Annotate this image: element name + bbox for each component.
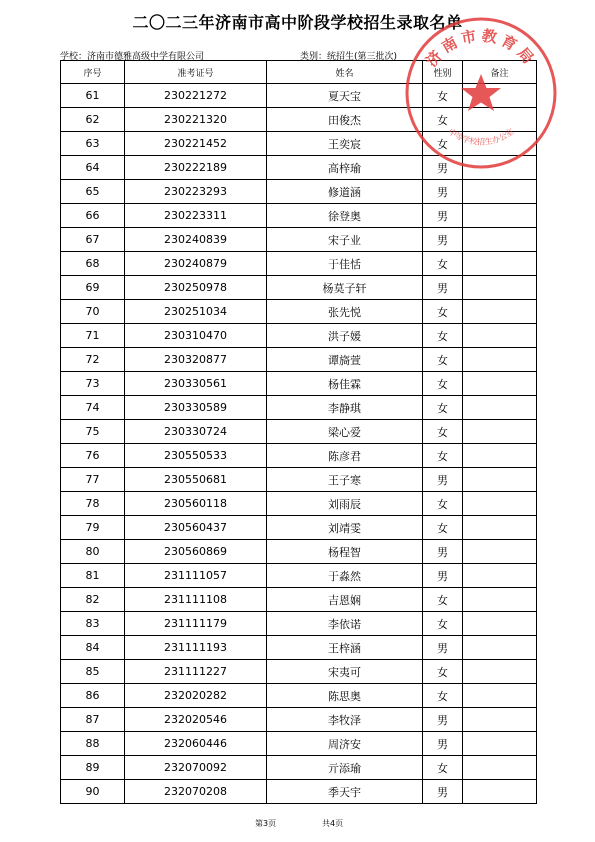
row-gender: 女 (423, 516, 463, 540)
row-name: 陈彦君 (267, 444, 423, 468)
row-name: 宋夷可 (267, 660, 423, 684)
row-index: 65 (61, 180, 125, 204)
official-seal (402, 14, 560, 172)
row-exam-id: 232060446 (125, 732, 267, 756)
row-exam-id: 230310470 (125, 324, 267, 348)
row-remark (463, 300, 537, 324)
row-exam-id: 231111227 (125, 660, 267, 684)
row-exam-id: 231111179 (125, 612, 267, 636)
category-label: 类别：统招生(第三批次) (300, 52, 398, 62)
row-gender: 女 (423, 84, 463, 108)
row-gender: 女 (423, 588, 463, 612)
table-row (61, 300, 537, 324)
row-index: 83 (61, 612, 125, 636)
row-index: 61 (61, 84, 125, 108)
row-gender: 男 (423, 564, 463, 588)
row-gender: 男 (423, 468, 463, 492)
row-name: 李依诺 (267, 612, 423, 636)
row-name: 洪子媛 (267, 324, 423, 348)
row-name: 于淼然 (267, 564, 423, 588)
row-index: 69 (61, 276, 125, 300)
row-exam-id: 230223293 (125, 180, 267, 204)
row-gender: 男 (423, 204, 463, 228)
row-gender: 女 (423, 372, 463, 396)
row-name: 亓添瑜 (267, 756, 423, 780)
row-remark (463, 372, 537, 396)
row-name: 陈思奥 (267, 684, 423, 708)
row-gender: 女 (423, 612, 463, 636)
row-name: 张先悦 (267, 300, 423, 324)
row-index: 82 (61, 588, 125, 612)
row-index: 76 (61, 444, 125, 468)
row-index: 70 (61, 300, 125, 324)
row-index: 90 (61, 780, 125, 804)
row-index: 71 (61, 324, 125, 348)
row-exam-id: 230240839 (125, 228, 267, 252)
table-row (61, 348, 537, 372)
row-name: 于佳恬 (267, 252, 423, 276)
table-row (61, 756, 537, 780)
row-exam-id: 230550681 (125, 468, 267, 492)
table-row (61, 684, 537, 708)
row-index: 62 (61, 108, 125, 132)
row-gender: 女 (423, 252, 463, 276)
row-index: 87 (61, 708, 125, 732)
row-exam-id: 230560118 (125, 492, 267, 516)
table-row (61, 180, 537, 204)
table-row (61, 492, 537, 516)
row-index: 64 (61, 156, 125, 180)
row-exam-id: 231111108 (125, 588, 267, 612)
table-row (61, 468, 537, 492)
school-label: 学校：济南市德雅高级中学有限公司 (60, 52, 205, 62)
row-exam-id: 230251034 (125, 300, 267, 324)
row-gender: 女 (423, 660, 463, 684)
row-gender: 女 (423, 420, 463, 444)
row-name: 周济安 (267, 732, 423, 756)
row-gender: 女 (423, 684, 463, 708)
row-index: 79 (61, 516, 125, 540)
row-exam-id: 230221272 (125, 84, 267, 108)
row-index: 75 (61, 420, 125, 444)
table-row (61, 732, 537, 756)
row-name: 夏天宝 (267, 84, 423, 108)
seal-text-top: 济南市教育局 (422, 26, 540, 71)
header-exam-id: 准考证号 (125, 61, 267, 84)
row-name: 徐登奥 (267, 204, 423, 228)
row-name: 李牧泽 (267, 708, 423, 732)
header-index: 序号 (61, 61, 125, 84)
row-index: 66 (61, 204, 125, 228)
row-name: 田俊杰 (267, 108, 423, 132)
row-index: 84 (61, 636, 125, 660)
table-row (61, 276, 537, 300)
table-row (61, 444, 537, 468)
table-row (61, 540, 537, 564)
row-remark (463, 684, 537, 708)
row-gender: 男 (423, 636, 463, 660)
row-name: 刘雨辰 (267, 492, 423, 516)
header-remark: 备注 (463, 61, 537, 84)
table-row (61, 252, 537, 276)
row-remark (463, 780, 537, 804)
row-name: 修道涵 (267, 180, 423, 204)
row-gender: 女 (423, 444, 463, 468)
row-remark (463, 492, 537, 516)
row-name: 杨佳霖 (267, 372, 423, 396)
row-index: 88 (61, 732, 125, 756)
row-gender: 女 (423, 108, 463, 132)
row-remark (463, 228, 537, 252)
table-row (61, 420, 537, 444)
row-index: 81 (61, 564, 125, 588)
row-exam-id: 230560869 (125, 540, 267, 564)
row-exam-id: 230320877 (125, 348, 267, 372)
row-remark (463, 252, 537, 276)
row-remark (463, 612, 537, 636)
row-index: 63 (61, 132, 125, 156)
row-exam-id: 231111057 (125, 564, 267, 588)
row-gender: 男 (423, 276, 463, 300)
table-row (61, 396, 537, 420)
row-index: 68 (61, 252, 125, 276)
row-remark (463, 732, 537, 756)
page-total: 共4页 (322, 819, 344, 828)
row-exam-id: 230330724 (125, 420, 267, 444)
seal-text-bottom: 中等学校招生办公室 (446, 127, 516, 147)
row-gender: 女 (423, 396, 463, 420)
row-name: 杨程智 (267, 540, 423, 564)
row-gender: 男 (423, 180, 463, 204)
row-gender: 男 (423, 156, 463, 180)
row-remark (463, 588, 537, 612)
row-name: 谭旖萱 (267, 348, 423, 372)
table-row (61, 516, 537, 540)
row-name: 王梓涵 (267, 636, 423, 660)
row-remark (463, 468, 537, 492)
row-name: 梁心爱 (267, 420, 423, 444)
table-row (61, 228, 537, 252)
row-exam-id: 230330561 (125, 372, 267, 396)
row-name: 宋子业 (267, 228, 423, 252)
row-remark (463, 636, 537, 660)
row-exam-id: 231111193 (125, 636, 267, 660)
row-gender: 女 (423, 132, 463, 156)
row-exam-id: 230221452 (125, 132, 267, 156)
row-remark (463, 564, 537, 588)
table-row (61, 324, 537, 348)
row-remark (463, 396, 537, 420)
row-exam-id: 230240879 (125, 252, 267, 276)
row-remark (463, 324, 537, 348)
row-index: 85 (61, 660, 125, 684)
row-gender: 女 (423, 756, 463, 780)
row-remark (463, 540, 537, 564)
row-index: 72 (61, 348, 125, 372)
row-remark (463, 660, 537, 684)
row-exam-id: 230330589 (125, 396, 267, 420)
row-name: 季天宇 (267, 780, 423, 804)
row-remark (463, 444, 537, 468)
row-name: 高梓瑜 (267, 156, 423, 180)
row-gender: 男 (423, 708, 463, 732)
row-gender: 女 (423, 324, 463, 348)
row-index: 86 (61, 684, 125, 708)
table-row (61, 564, 537, 588)
row-exam-id: 230221320 (125, 108, 267, 132)
row-index: 73 (61, 372, 125, 396)
page-title: 二〇二三年济南市高中阶段学校招生录取名单 (132, 13, 463, 32)
row-exam-id: 232020546 (125, 708, 267, 732)
row-name: 李静琪 (267, 396, 423, 420)
table-row (61, 708, 537, 732)
row-gender: 女 (423, 300, 463, 324)
row-gender: 男 (423, 780, 463, 804)
table-row (61, 636, 537, 660)
row-gender: 女 (423, 348, 463, 372)
row-remark (463, 420, 537, 444)
row-name: 吉恩娴 (267, 588, 423, 612)
row-index: 77 (61, 468, 125, 492)
row-index: 78 (61, 492, 125, 516)
table-body (61, 84, 537, 804)
row-remark (463, 708, 537, 732)
row-gender: 男 (423, 540, 463, 564)
header-gender: 性别 (423, 61, 463, 84)
row-index: 89 (61, 756, 125, 780)
row-exam-id: 230222189 (125, 156, 267, 180)
row-remark (463, 756, 537, 780)
page-number: 第3页 (255, 819, 277, 828)
row-remark (463, 204, 537, 228)
row-index: 67 (61, 228, 125, 252)
table-row (61, 204, 537, 228)
row-name: 杨莫子轩 (267, 276, 423, 300)
row-exam-id: 232070208 (125, 780, 267, 804)
row-exam-id: 232070092 (125, 756, 267, 780)
table-row (61, 660, 537, 684)
row-gender: 男 (423, 228, 463, 252)
row-exam-id: 230550533 (125, 444, 267, 468)
row-exam-id: 230223311 (125, 204, 267, 228)
row-index: 74 (61, 396, 125, 420)
row-remark (463, 348, 537, 372)
row-remark (463, 516, 537, 540)
row-remark (463, 276, 537, 300)
row-exam-id: 232020282 (125, 684, 267, 708)
row-gender: 女 (423, 492, 463, 516)
row-index: 80 (61, 540, 125, 564)
table-row (61, 780, 537, 804)
star-icon (461, 74, 501, 111)
table-row (61, 372, 537, 396)
row-exam-id: 230250978 (125, 276, 267, 300)
row-name: 刘靖雯 (267, 516, 423, 540)
header-name: 姓名 (267, 61, 423, 84)
table-row (61, 588, 537, 612)
row-name: 王子寒 (267, 468, 423, 492)
row-gender: 男 (423, 732, 463, 756)
row-remark (463, 180, 537, 204)
row-exam-id: 230560437 (125, 516, 267, 540)
table-row (61, 612, 537, 636)
row-name: 王奕宸 (267, 132, 423, 156)
